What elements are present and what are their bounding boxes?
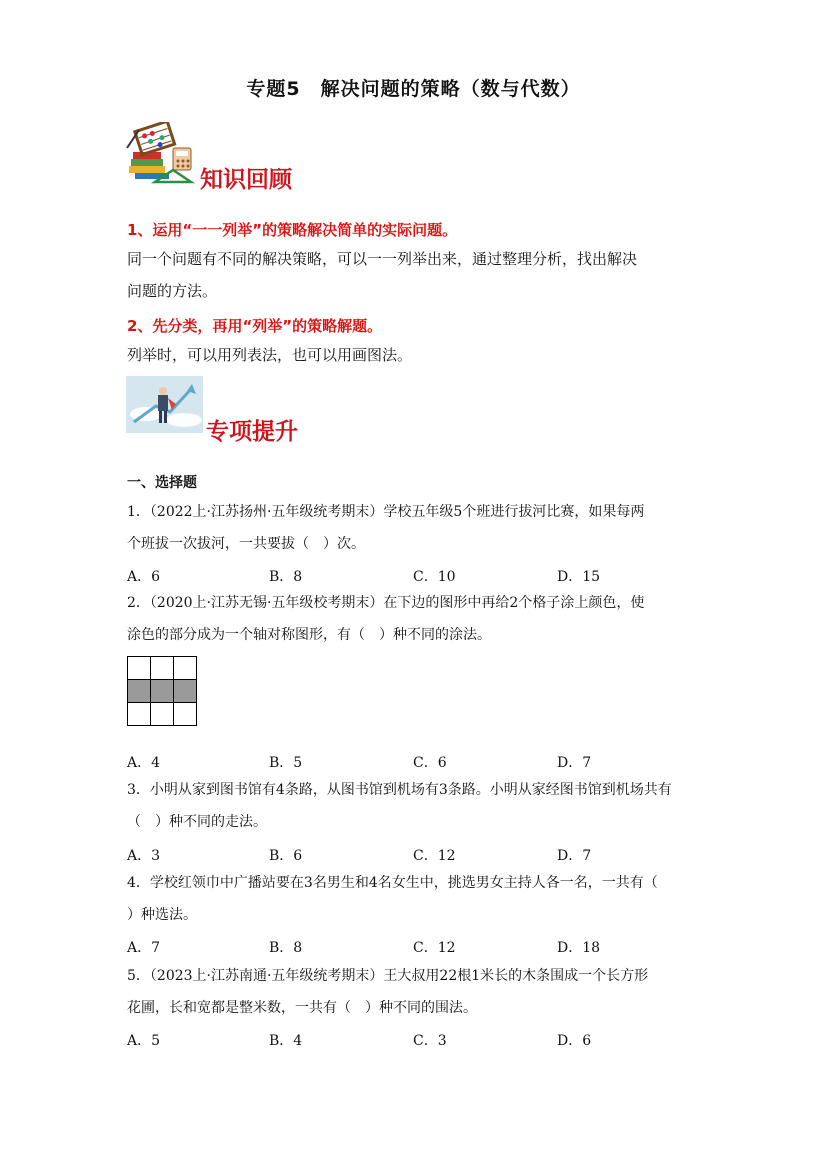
grid-cell[interactable]: [151, 703, 174, 726]
option-c[interactable]: C．6: [413, 755, 447, 771]
question-1-line-2: 个班拔一次拔河，一共要拔（ ）次。: [127, 536, 365, 552]
part-one-heading: 一、选择题: [127, 475, 197, 491]
option-a[interactable]: A．5: [127, 1033, 161, 1049]
option-d[interactable]: D．7: [557, 848, 592, 864]
question-4-line-1: 4．学校红领巾中广播站要在3名男生和4名女生中，挑选男女主持人各一名，一共有（: [127, 875, 658, 891]
grid-cell[interactable]: [174, 657, 197, 680]
review-item-1-label: 1、运用“一一列举”的策略解决简单的实际问题。: [127, 221, 458, 239]
grid-cell[interactable]: [174, 703, 197, 726]
review-item-2-label: 2、先分类，再用“列举”的策略解题。: [127, 317, 383, 335]
option-a[interactable]: A．4: [127, 755, 161, 771]
section-heading-review: 知识回顾: [200, 166, 292, 193]
grid-cell-shaded: [151, 680, 174, 703]
section-heading-practice: 专项提升: [206, 418, 298, 445]
review-item-2-text-line-1: 列举时，可以用列表法，也可以用画图法。: [127, 346, 413, 364]
option-b[interactable]: B．4: [269, 1033, 303, 1049]
question-2-line-2: 涂色的部分成为一个轴对称图形，有（ ）种不同的涂法。: [127, 627, 491, 643]
question-4-options: [127, 937, 707, 957]
question-5-line-1: 5．（2023上·江苏南通·五年级统考期末）王大叔用22根1米长的木条围成一个长方形: [127, 968, 649, 984]
review-item-1-text-line-2: 问题的方法。: [127, 282, 218, 300]
option-c[interactable]: C．12: [413, 940, 456, 956]
option-c[interactable]: C．12: [413, 848, 456, 864]
option-c[interactable]: C．3: [413, 1033, 447, 1049]
question-3-line-2: （ ）种不同的走法。: [127, 814, 267, 830]
question-5-options: [127, 1030, 707, 1050]
option-a[interactable]: A．6: [127, 569, 161, 585]
page-title: 专题5 解决问题的策略（数与代数）: [246, 78, 581, 100]
option-c[interactable]: C．10: [413, 569, 456, 585]
option-b[interactable]: B．5: [269, 755, 303, 771]
grid-cell[interactable]: [128, 657, 151, 680]
option-b[interactable]: B．6: [269, 848, 303, 864]
coloring-grid: [127, 656, 197, 726]
option-a[interactable]: A．7: [127, 940, 161, 956]
question-3-line-1: 3．小明从家到图书馆有4条路，从图书馆到机场有3条路。小明从家经图书馆到机场共有: [127, 782, 672, 798]
review-item-1-text-line-1: 同一个问题有不同的解决策略，可以一一列举出来，通过整理分析，找出解决: [127, 250, 638, 268]
grid-cell[interactable]: [128, 703, 151, 726]
businessman-arrow-icon: [126, 376, 203, 433]
option-d[interactable]: D．7: [557, 755, 592, 771]
question-1-line-1: 1．（2022上·江苏扬州·五年级统考期末）学校五年级5个班进行拔河比赛，如果每两: [127, 504, 645, 520]
grid-cell[interactable]: [151, 657, 174, 680]
option-d[interactable]: D．18: [557, 940, 601, 956]
question-2-line-1: 2．（2020上·江苏无锡·五年级校考期末）在下边的图形中再给2个格子涂上颜色，使: [127, 595, 645, 611]
grid-cell-shaded: [128, 680, 151, 703]
option-a[interactable]: A．3: [127, 848, 161, 864]
question-4-line-2: ）种选法。: [127, 907, 197, 923]
grid-cell-shaded: [174, 680, 197, 703]
option-d[interactable]: D．6: [557, 1033, 592, 1049]
question-2-options: [127, 752, 707, 772]
option-b[interactable]: B．8: [269, 940, 303, 956]
question-1-options: [127, 566, 707, 586]
option-d[interactable]: D．15: [557, 569, 601, 585]
question-3-options: [127, 845, 707, 865]
abacus-books-icon: [125, 122, 197, 184]
option-b[interactable]: B．8: [269, 569, 303, 585]
question-5-line-2: 花圃，长和宽都是整米数，一共有（ ）种不同的围法。: [127, 1000, 477, 1016]
